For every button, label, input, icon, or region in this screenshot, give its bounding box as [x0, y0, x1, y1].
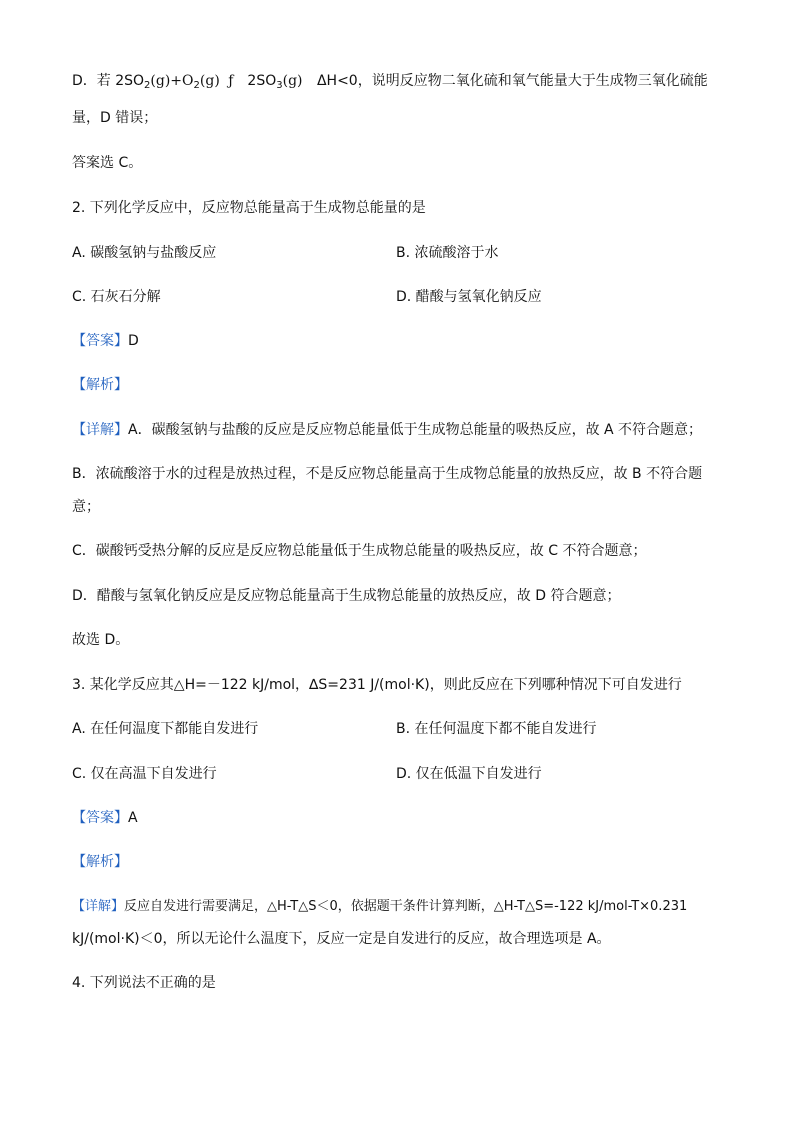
state-g: (g)	[199, 73, 220, 89]
q2-detail-line-5: D．醋酸与氢氧化钠反应是反应物总能量高于生成物总能量的放热反应，故 D 符合题意；	[72, 588, 621, 604]
state-g-o2: (g)+O	[150, 73, 194, 89]
prev-d-prefix: D．若 2SO	[72, 73, 145, 89]
q2-detail-line-1	[72, 420, 702, 440]
q3-analysis-tag	[72, 852, 128, 872]
q3-option-a: A. 在任何温度下都能自发进行	[72, 721, 259, 737]
q3-option-c: C. 仅在高温下自发进行	[72, 766, 217, 782]
q2-analysis-label: 【解析】	[72, 377, 128, 393]
q2-option-a: A. 碳酸氢钠与盐酸反应	[72, 245, 217, 261]
q2-answer-line	[72, 331, 139, 351]
state-g-product: (g)	[282, 73, 303, 89]
q3-option-d: D. 仅在低温下自发进行	[396, 766, 542, 782]
q3-answer-tag: 【答案】	[72, 810, 128, 826]
prev-d-rest: ，说明反应物二氧化硫和氧气能量大于生成物三氧化硫能	[357, 73, 708, 89]
q2-detail-text-1: A．碳酸氢钠与盐酸的反应是反应物总能量低于生成物总能量的吸热反应，故 A 不符合题意；	[128, 422, 703, 438]
q3-answer-value: A	[128, 810, 138, 826]
q2-answer-tag: 【答案】	[72, 333, 128, 349]
q2-detail-line-2: B．浓硫酸溶于水的过程是放热过程，不是反应物总能量高于生成物总能量的放热反应，故 B 不符合题	[72, 466, 703, 482]
product-so3: 2SO	[247, 73, 277, 89]
subscript-2b: 2	[193, 80, 200, 91]
q3-stem: 3. 某化学反应其△H=－122 kJ/mol，∆S=231 J/(mol·K)，则此反应在下列哪种情况下可自发进行	[72, 677, 682, 693]
q3-detail-line-1	[72, 897, 687, 917]
q4-stem: 4. 下列说法不正确的是	[72, 975, 216, 991]
subscript-3: 3	[276, 80, 283, 91]
q2-option-b: B. 浓硫酸溶于水	[396, 245, 499, 261]
q2-detail-tag: 【详解】	[72, 422, 128, 438]
q3-detail-text-1: 反应自发进行需要满足，△H-T△S＜0，依据题干条件计算判断，△H-T△S=-122 kJ/mol-T×0.231	[124, 899, 688, 914]
q3-detail-line-2: kJ/(mol·K)＜0，所以无论什么温度下，反应一定是自发进行的反应，故合理选项是 A。	[72, 931, 611, 947]
delta-h-text: ΔH<0	[316, 73, 358, 89]
q3-analysis-label: 【解析】	[72, 854, 128, 870]
q2-answer-value: D	[128, 333, 139, 349]
q2-detail-line-4: C．碳酸钙受热分解的反应是反应物总能量低于生成物总能量的吸热反应，故 C 不符合题意；	[72, 543, 647, 559]
q3-answer-line	[72, 808, 138, 828]
equilibrium-arrow-symbol: ƒ	[228, 73, 234, 89]
q2-option-c: C. 石灰石分解	[72, 289, 161, 305]
q2-analysis-tag	[72, 375, 128, 395]
q2-stem: 2. 下列化学反应中，反应物总能量高于生成物总能量的是	[72, 200, 426, 216]
subscript-2: 2	[144, 80, 151, 91]
q3-option-b: B. 在任何温度下都不能自发进行	[396, 721, 597, 737]
prev-answer-line: 答案选 C。	[72, 155, 143, 171]
q2-detail-line-3: 意；	[72, 499, 100, 515]
q2-detail-line-6: 故选 D。	[72, 632, 130, 648]
q2-option-d: D. 醋酸与氢氧化钠反应	[396, 289, 542, 305]
prev-option-d-line2: 量，D 错误；	[72, 110, 158, 126]
prev-option-d-line	[72, 71, 708, 96]
q3-detail-tag: 【详解】	[72, 899, 125, 914]
